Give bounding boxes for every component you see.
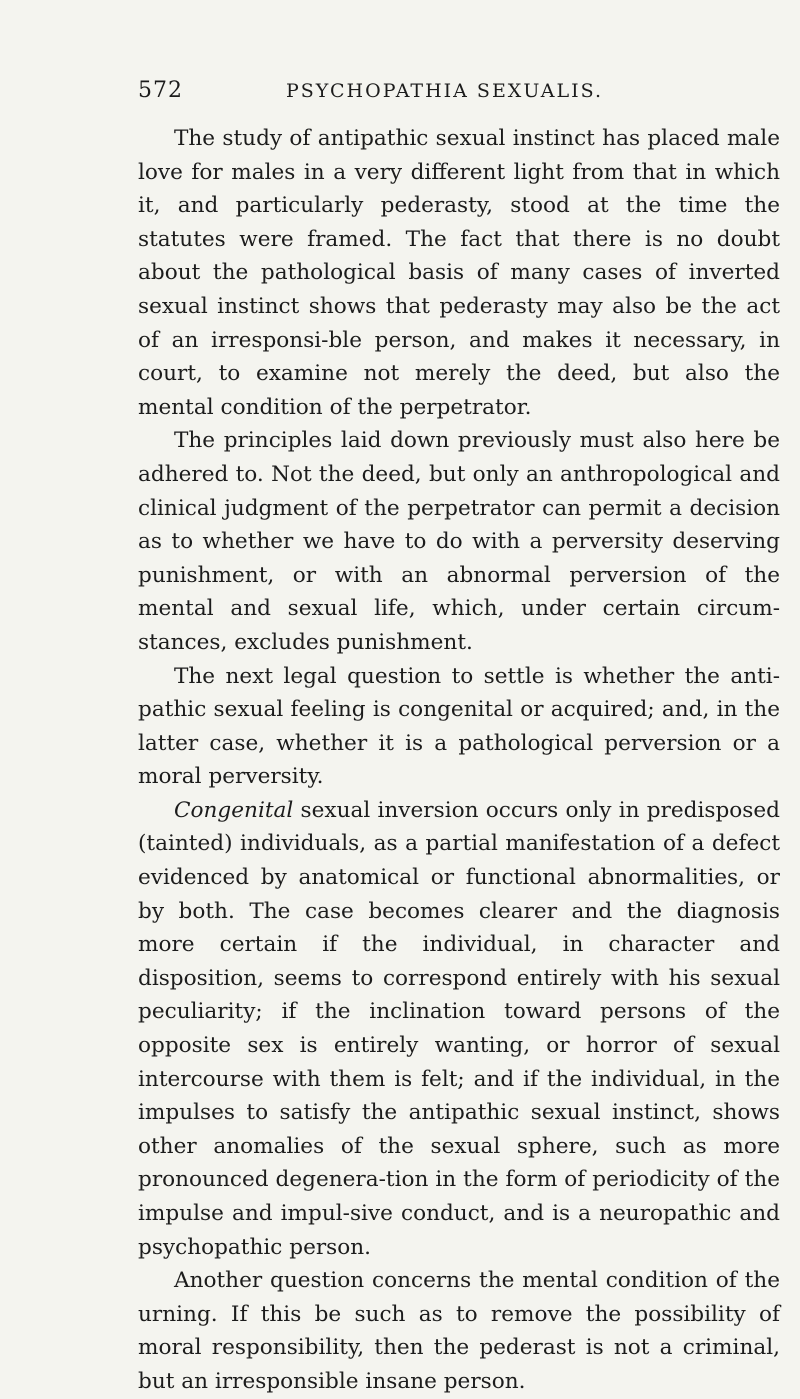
body-text <box>138 122 780 1399</box>
paragraph-text: The study of antipathic sexual instinct has placed male love for males in a very different light from that in which it, and particularly pederasty, stood at the time the statutes were framed. The fact that there is no doubt about the pathological basis of many cases of inverted sexual instinct shows that pederasty may also be the act of an irresponsi-ble person, and makes it necessary, in court, to examine not merely the deed, but also the mental condition of the perpetrator. <box>138 126 780 420</box>
paragraph <box>138 1264 780 1398</box>
paragraph-text: sexual inversion occurs only in predisposed (tainted) individuals, as a partial manifestation of a defect evidenced by anatomical or functional abnormalities, or by both. The case becomes clearer and the diagnosis more certain if the individual, in character and disposition, seems to correspond entirely with his sexual peculiarity; if the inclination toward persons of the opposite sex is entirely wanting, or horror of sexual intercourse with them is felt; and if the individual, in the impulses to satisfy the antipathic sexual instinct, shows other anomalies of the sexual sphere, such as more pronounced degenera-tion in the form of periodicity of the impulse and impul-sive conduct, and is a neuropathic and psychopathic person. <box>138 797 780 1260</box>
italic-lead-word: Congenital <box>174 797 294 823</box>
paragraph <box>138 794 780 1264</box>
paragraph <box>138 424 780 659</box>
page-number: 572 <box>138 78 183 103</box>
paragraph <box>138 122 780 424</box>
paragraph-text: The next legal question to settle is whether the anti-pathic sexual feeling is congenital or acquired; and, in the latter case, whether it is a pathological perversion or a moral perversity. <box>138 663 780 790</box>
running-head <box>138 78 778 108</box>
paragraph-text: Another question concerns the mental condition of the urning. If this be such as to remove the possibility of moral responsibility, then the pederast is not a criminal, but an irresponsible insane person. <box>138 1268 780 1394</box>
paragraph <box>138 660 780 794</box>
paragraph-text: The principles laid down previously must also here be adhered to. Not the deed, but only an anthropological and clinical judgment of the perpetrator can permit a decision as to whether we have to do with a perversity deserving punishment, or with an abnormal perversion of the mental and sexual life, which, under certain circum-stances, excludes punishment. <box>138 428 780 655</box>
running-title: PSYCHOPATHIA SEXUALIS. <box>286 80 603 102</box>
